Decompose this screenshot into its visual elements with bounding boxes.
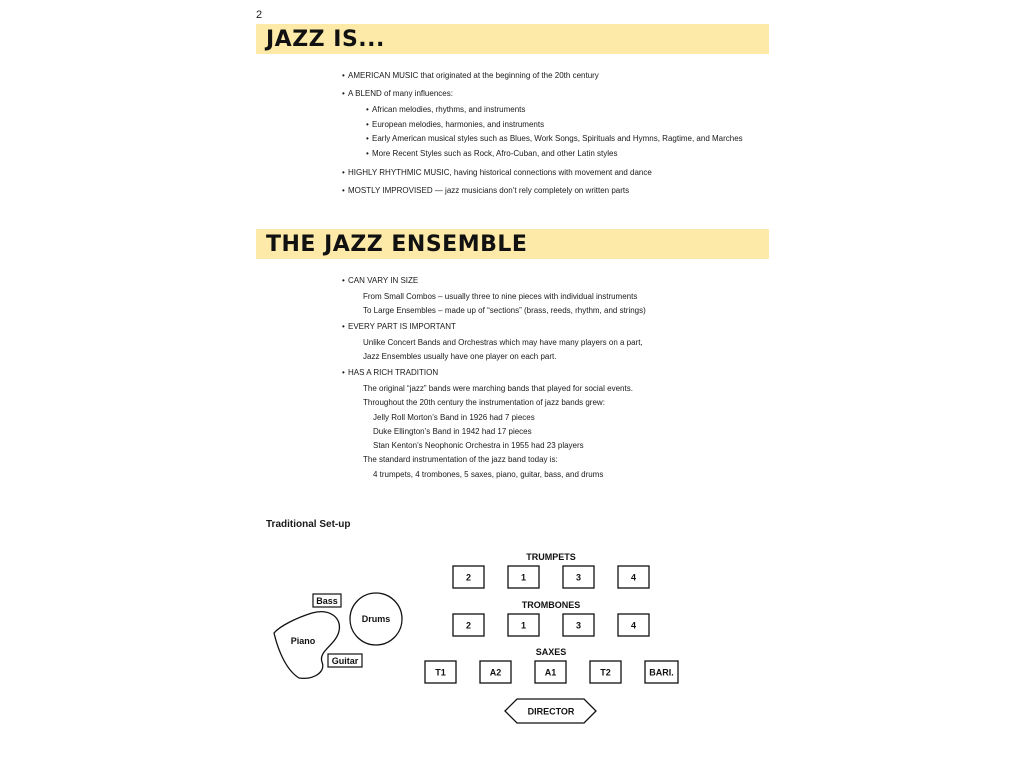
trumpet-seat <box>508 566 539 588</box>
svg-text:3: 3 <box>575 620 582 631</box>
trombone-seat <box>453 614 484 636</box>
list-item: • HIGHLY RHYTHMIC MUSIC, having historical connections with movement and dance <box>348 164 652 182</box>
trombone-seat <box>563 614 594 636</box>
sax-seat <box>480 661 511 683</box>
trombone-seat <box>508 614 539 636</box>
list-item: • More Recent Styles such as Rock, Afro-Cuban, and other Latin styles <box>372 147 743 162</box>
page-number: 2 <box>256 9 263 21</box>
list-item: • EVERY PART IS IMPORTANT <box>348 322 456 331</box>
svg-text:T1: T1 <box>435 667 446 678</box>
svg-text:4: 4 <box>630 572 637 583</box>
section-title: THE JAZZ ENSEMBLE <box>266 232 528 257</box>
list-item: • AMERICAN MUSIC that originated at the beginning of the 20th century <box>348 71 599 80</box>
sax-seat <box>425 661 456 683</box>
list-item: • HAS A RICH TRADITION <box>348 368 438 377</box>
saxes-label: SAXES <box>535 647 567 657</box>
trumpet-seat <box>453 566 484 588</box>
trombone-seat <box>618 614 649 636</box>
list-item: • European melodies, harmonies, and instruments <box>372 118 743 133</box>
setup-title: Traditional Set-up <box>266 519 351 530</box>
text-line: The original “jazz” bands were marching bands that played for social events. <box>363 384 633 393</box>
director-stand <box>505 699 596 723</box>
svg-text:Drums: Drums <box>361 614 391 624</box>
text-line: From Small Combos – usually three to nine pieces with individual instruments <box>363 292 638 301</box>
sax-seat <box>535 661 566 683</box>
piano-shape <box>274 612 339 679</box>
list-item: • CAN VARY IN SIZE <box>348 276 418 285</box>
svg-text:Guitar: Guitar <box>331 656 359 666</box>
trombones-label: TROMBONES <box>521 600 581 610</box>
list-item: • MOSTLY IMPROVISED — jazz musicians don’t rely completely on written parts <box>348 182 652 200</box>
text-line: Duke Ellington’s Band in 1942 had 17 pieces <box>373 426 532 436</box>
guitar-box <box>328 654 362 667</box>
svg-text:2: 2 <box>465 572 472 583</box>
section-title: JAZZ IS... <box>266 27 385 52</box>
svg-text:Piano: Piano <box>290 636 316 646</box>
svg-text:T2: T2 <box>600 667 611 678</box>
text-line: To Large Ensembles – made up of “sections” (brass, reeds, rhythm, and strings) <box>363 306 646 315</box>
svg-text:Bass: Bass <box>316 596 338 606</box>
director-label: DIRECTOR <box>527 706 575 717</box>
text-line: Unlike Concert Bands and Orchestras which may have many players on a part, <box>363 338 643 347</box>
list-item: • African melodies, rhythms, and instruments <box>372 103 743 118</box>
trumpet-seat <box>618 566 649 588</box>
text-line: Stan Kenton’s Neophonic Orchestra in 1955 had 23 players <box>373 441 584 451</box>
svg-text:2: 2 <box>465 620 472 631</box>
trumpet-seat <box>563 566 594 588</box>
svg-text:4: 4 <box>630 620 637 631</box>
text-line: Jelly Roll Morton’s Band in 1926 had 7 pieces <box>373 412 535 422</box>
svg-text:BARI.: BARI. <box>649 667 674 678</box>
list-item: • Early American musical styles such as Blues, Work Songs, Spirituals and Hymns, Ragtime, and Marches <box>372 132 743 147</box>
text-line: Jazz Ensembles usually have one player on each part. <box>363 352 557 361</box>
list-item: • A BLEND of many influences: <box>348 89 599 98</box>
svg-text:3: 3 <box>575 572 582 583</box>
bass-box <box>313 594 341 607</box>
svg-text:A2: A2 <box>489 667 502 678</box>
text-line: Throughout the 20th century the instrumentation of jazz bands grew: <box>363 398 605 408</box>
svg-text:1: 1 <box>520 620 527 631</box>
drums-circle <box>350 593 402 645</box>
text-line: 4 trumpets, 4 trombones, 5 saxes, piano, guitar, bass, and drums <box>373 469 604 479</box>
svg-text:A1: A1 <box>544 667 557 678</box>
text-line: The standard instrumentation of the jazz band today is: <box>363 455 558 465</box>
svg-text:1: 1 <box>520 572 527 583</box>
sax-seat <box>590 661 621 683</box>
trumpets-label: TRUMPETS <box>526 552 576 562</box>
sax-seat <box>645 661 678 683</box>
